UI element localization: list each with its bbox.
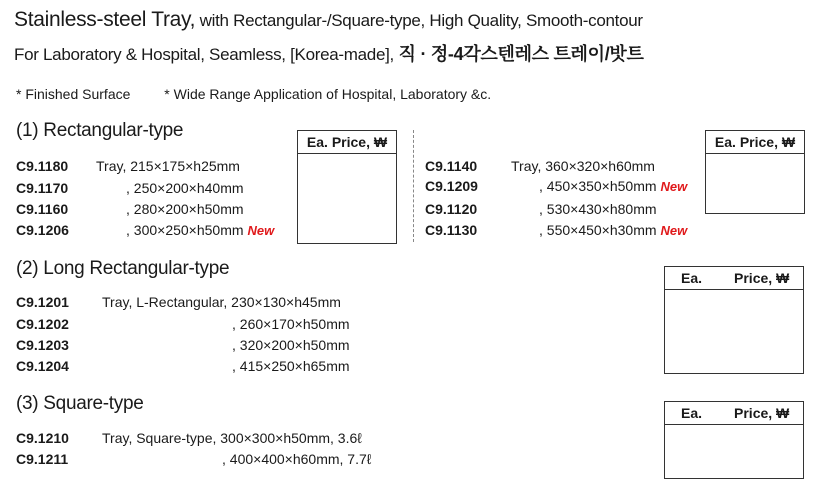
price-box-square — [664, 401, 804, 479]
feature-bullets — [16, 86, 521, 102]
item-code: C9.1120 — [425, 201, 478, 217]
table-row — [16, 294, 341, 310]
new-badge: New — [247, 223, 275, 238]
item-desc: , 450×350×h50mm — [539, 178, 657, 194]
item-code: C9.1160 — [16, 201, 69, 217]
title-main: Stainless-steel Tray, — [14, 8, 196, 31]
table-row — [425, 158, 655, 174]
item-code: C9.1209 — [425, 178, 478, 194]
item-desc: , 530×430×h80mm — [539, 201, 657, 217]
item-desc: , 280×200×h50mm — [126, 201, 244, 217]
table-row — [16, 201, 244, 217]
item-code: C9.1211 — [16, 451, 69, 467]
price-header — [665, 267, 803, 290]
price-ea: Ea. — [681, 405, 703, 421]
item-code: C9.1210 — [16, 430, 69, 446]
item-code: C9.1202 — [16, 316, 69, 332]
item-desc: Tray, 360×320×h60mm — [511, 158, 655, 174]
item-desc: , 320×200×h50mm — [232, 337, 350, 353]
price-label: Price, ₩ — [734, 270, 790, 286]
table-row — [425, 222, 687, 238]
subtitle-english: For Laboratory & Hospital, Seamless, [Korea-made], — [14, 45, 394, 64]
item-desc: , 400×400×h60mm, 7.7ℓ — [222, 451, 372, 467]
item-code: C9.1130 — [425, 222, 478, 238]
table-row — [16, 430, 362, 446]
table-row — [16, 222, 274, 238]
table-row — [16, 316, 350, 332]
price-header: Ea. Price, ₩ — [298, 131, 396, 154]
item-code: C9.1203 — [16, 337, 69, 353]
item-desc: Tray, L-Rectangular, 230×130×h45mm — [102, 294, 341, 310]
column-divider — [413, 130, 414, 242]
table-row — [425, 178, 687, 194]
item-desc: Tray, Square-type, 300×300×h50mm, 3.6ℓ — [102, 430, 362, 446]
item-desc: , 260×170×h50mm — [232, 316, 350, 332]
price-box-long — [664, 266, 804, 374]
price-header: Ea. Price, ₩ — [706, 131, 804, 154]
price-ea: Ea. — [681, 270, 703, 286]
price-label: Price, ₩ — [734, 405, 790, 421]
item-desc: , 300×250×h50mm — [126, 222, 244, 238]
item-desc: , 415×250×h65mm — [232, 358, 350, 374]
item-desc: Tray, 215×175×h25mm — [96, 158, 240, 174]
item-desc: , 250×200×h40mm — [126, 180, 244, 196]
price-header — [665, 402, 803, 425]
table-row — [16, 180, 244, 196]
bullet-wide-range: * Wide Range Application of Hospital, Laboratory &c. — [164, 86, 492, 102]
item-code: C9.1170 — [16, 180, 69, 196]
page-title — [14, 8, 643, 32]
table-row — [16, 358, 350, 374]
table-row — [16, 158, 240, 174]
title-rest: with Rectangular-/Square-type, High Quality, Smooth-contour — [195, 11, 643, 30]
item-desc: , 550×450×h30mm — [539, 222, 657, 238]
price-box-rect-left — [297, 130, 397, 244]
section-heading-rectangular: (1) Rectangular-type — [16, 120, 184, 141]
item-code: C9.1180 — [16, 158, 69, 174]
item-code: C9.1140 — [425, 158, 478, 174]
new-badge: New — [660, 223, 688, 238]
item-code: C9.1204 — [16, 358, 69, 374]
new-badge: New — [660, 179, 688, 194]
table-row — [425, 201, 657, 217]
section-heading-square: (3) Square-type — [16, 393, 144, 414]
item-code: C9.1201 — [16, 294, 69, 310]
price-box-rect-right — [705, 130, 805, 214]
section-heading-long-rectangular: (2) Long Rectangular-type — [16, 258, 230, 279]
item-code: C9.1206 — [16, 222, 69, 238]
bullet-finished-surface: * Finished Surface — [16, 86, 131, 102]
table-row — [16, 451, 371, 467]
table-row — [16, 337, 350, 353]
page-subtitle — [14, 40, 644, 66]
subtitle-korean: 직 · 정-4각스텐레스 트레이/밧트 — [393, 44, 644, 64]
